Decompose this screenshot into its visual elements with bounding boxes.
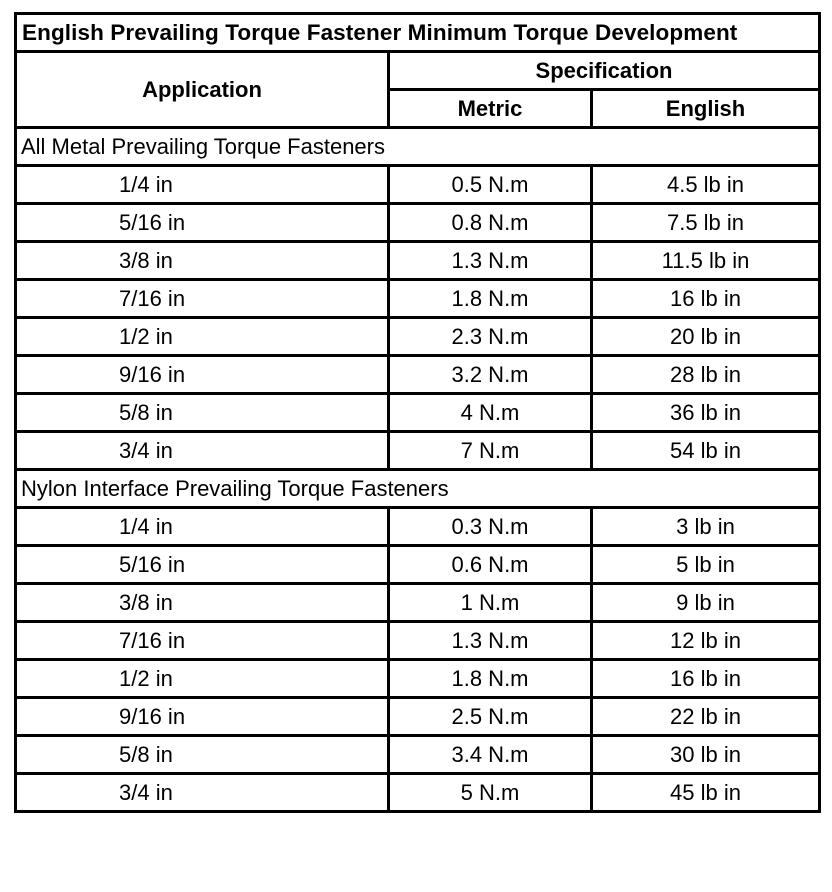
section-label: Nylon Interface Prevailing Torque Fasteners	[16, 470, 820, 508]
application-cell: 5/16 in	[16, 204, 389, 242]
table-header	[16, 14, 820, 128]
english-cell: 36 lb in	[592, 394, 820, 432]
metric-cell: 1.8 N.m	[389, 660, 592, 698]
english-cell: 20 lb in	[592, 318, 820, 356]
metric-cell: 3.2 N.m	[389, 356, 592, 394]
english-cell: 30 lb in	[592, 736, 820, 774]
english-cell: 5 lb in	[592, 546, 820, 584]
english-cell: 16 lb in	[592, 280, 820, 318]
metric-cell: 0.3 N.m	[389, 508, 592, 546]
torque-spec-table-container	[14, 12, 821, 813]
section-row	[16, 128, 820, 166]
english-cell: 9 lb in	[592, 584, 820, 622]
english-cell: 16 lb in	[592, 660, 820, 698]
application-cell: 5/8 in	[16, 394, 389, 432]
english-cell: 54 lb in	[592, 432, 820, 470]
metric-cell: 0.8 N.m	[389, 204, 592, 242]
table-row	[16, 242, 820, 280]
table-row	[16, 204, 820, 242]
metric-cell: 2.3 N.m	[389, 318, 592, 356]
english-cell: 45 lb in	[592, 774, 820, 812]
header-row-1	[16, 52, 820, 90]
english-cell: 28 lb in	[592, 356, 820, 394]
metric-cell: 1.8 N.m	[389, 280, 592, 318]
table-title: English Prevailing Torque Fastener Minimum Torque Development	[16, 14, 820, 52]
metric-cell: 1.3 N.m	[389, 242, 592, 280]
specification-header: Specification	[389, 52, 820, 90]
metric-cell: 7 N.m	[389, 432, 592, 470]
table-body	[16, 128, 820, 812]
english-cell: 3 lb in	[592, 508, 820, 546]
application-cell: 5/8 in	[16, 736, 389, 774]
table-row	[16, 166, 820, 204]
title-row	[16, 14, 820, 52]
table-row	[16, 280, 820, 318]
application-cell: 1/4 in	[16, 508, 389, 546]
application-cell: 3/4 in	[16, 432, 389, 470]
table-row	[16, 394, 820, 432]
metric-cell: 5 N.m	[389, 774, 592, 812]
metric-cell: 1 N.m	[389, 584, 592, 622]
application-cell: 5/16 in	[16, 546, 389, 584]
table-row	[16, 660, 820, 698]
english-cell: 7.5 lb in	[592, 204, 820, 242]
metric-cell: 1.3 N.m	[389, 622, 592, 660]
table-row	[16, 584, 820, 622]
section-label: All Metal Prevailing Torque Fasteners	[16, 128, 820, 166]
metric-header: Metric	[389, 90, 592, 128]
application-cell: 9/16 in	[16, 698, 389, 736]
english-cell: 12 lb in	[592, 622, 820, 660]
application-cell: 3/8 in	[16, 242, 389, 280]
english-cell: 4.5 lb in	[592, 166, 820, 204]
table-row	[16, 774, 820, 812]
torque-spec-table	[14, 12, 821, 813]
application-cell: 1/4 in	[16, 166, 389, 204]
english-cell: 22 lb in	[592, 698, 820, 736]
table-row	[16, 432, 820, 470]
english-header: English	[592, 90, 820, 128]
table-row	[16, 622, 820, 660]
section-row	[16, 470, 820, 508]
application-cell: 1/2 in	[16, 660, 389, 698]
metric-cell: 4 N.m	[389, 394, 592, 432]
metric-cell: 2.5 N.m	[389, 698, 592, 736]
metric-cell: 3.4 N.m	[389, 736, 592, 774]
application-header: Application	[16, 52, 389, 128]
application-cell: 1/2 in	[16, 318, 389, 356]
metric-cell: 0.5 N.m	[389, 166, 592, 204]
english-cell: 11.5 lb in	[592, 242, 820, 280]
table-row	[16, 546, 820, 584]
application-cell: 3/8 in	[16, 584, 389, 622]
application-cell: 9/16 in	[16, 356, 389, 394]
table-row	[16, 356, 820, 394]
table-row	[16, 318, 820, 356]
application-cell: 7/16 in	[16, 280, 389, 318]
metric-cell: 0.6 N.m	[389, 546, 592, 584]
application-cell: 3/4 in	[16, 774, 389, 812]
application-cell: 7/16 in	[16, 622, 389, 660]
table-row	[16, 698, 820, 736]
table-row	[16, 736, 820, 774]
table-row	[16, 508, 820, 546]
